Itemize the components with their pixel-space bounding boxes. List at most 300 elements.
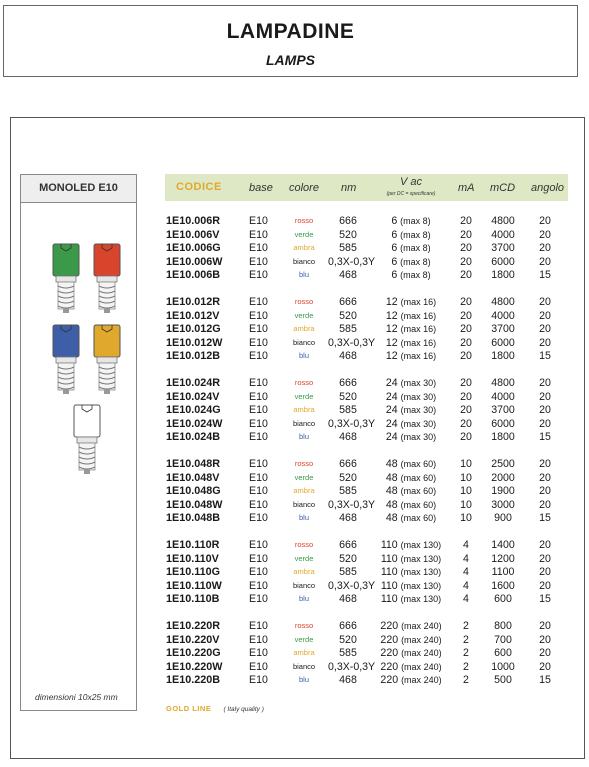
cell-voltage-value: 48 — [385, 498, 398, 511]
cell-angle: 20 — [539, 417, 551, 430]
cell-mcd: 1100 — [491, 566, 515, 578]
cell-ma: 4 — [463, 539, 469, 551]
cell-voltage-max: (max 60) — [400, 513, 437, 523]
cell-ma: 20 — [460, 228, 472, 241]
cell-ma: 20 — [460, 377, 472, 389]
header-vac-note: (per DC = specificare) — [386, 191, 436, 197]
cell-voltage — [375, 268, 447, 282]
cell-voltage-value: 6 — [391, 255, 398, 268]
cell-base: E10 — [249, 242, 268, 254]
cell-nm: 585 — [339, 566, 357, 578]
cell-base: E10 — [249, 458, 268, 470]
cell-ma: 10 — [460, 485, 472, 497]
cell-base: E10 — [249, 579, 268, 592]
cell-voltage — [375, 633, 447, 647]
cell-base: E10 — [249, 296, 268, 308]
cell-color: rosso — [294, 216, 314, 225]
cell-base: E10 — [249, 228, 268, 241]
cell-color: ambra — [293, 324, 315, 333]
cell-voltage — [375, 484, 447, 498]
cell-code: 1E10.110G — [166, 566, 221, 578]
cell-code: 1E10.048G — [166, 485, 221, 497]
cell-mcd: 600 — [494, 647, 512, 659]
cell-nm: 468 — [339, 350, 357, 362]
cell-voltage-max: (max 30) — [400, 432, 437, 442]
cell-voltage — [375, 322, 447, 336]
cell-voltage — [375, 241, 447, 255]
cell-nm: 520 — [339, 390, 357, 403]
cell-color: ambra — [293, 648, 315, 657]
cell-ma: 2 — [463, 647, 469, 659]
cell-code: 1E10.024V — [166, 390, 220, 403]
cell-color: blu — [298, 432, 309, 441]
cell-voltage-value: 24 — [385, 377, 398, 389]
cell-voltage-value: 110 — [380, 539, 398, 551]
table-row — [0, 390, 589, 404]
header-vac — [375, 177, 447, 199]
cell-base: E10 — [249, 215, 268, 227]
cell-voltage-max: (max 130) — [400, 567, 442, 577]
cell-nm: 666 — [339, 215, 357, 227]
cell-code: 1E10.024W — [166, 417, 223, 430]
cell-mcd: 3700 — [491, 404, 515, 416]
header-codice: CODICE — [176, 181, 222, 193]
cell-voltage-max: (max 16) — [400, 337, 437, 348]
cell-ma: 20 — [460, 404, 472, 416]
cell-voltage-value: 12 — [385, 336, 398, 349]
table-row — [0, 376, 589, 390]
cell-color: blu — [298, 594, 309, 603]
cell-color: rosso — [294, 540, 314, 549]
cell-mcd: 500 — [494, 674, 512, 686]
cell-color: blu — [298, 270, 309, 279]
cell-mcd: 3000 — [491, 498, 515, 511]
cell-voltage-max: (max 30) — [400, 391, 437, 402]
table-row — [0, 619, 589, 633]
cell-voltage-max: (max 240) — [401, 648, 442, 658]
table-row — [0, 552, 589, 566]
cell-voltage — [375, 498, 447, 512]
cell-voltage-value: 48 — [385, 512, 398, 524]
cell-nm: 468 — [339, 431, 357, 443]
cell-color: bianco — [292, 418, 316, 428]
cell-code: 1E10.048B — [166, 512, 221, 524]
cell-voltage-value: 12 — [385, 296, 398, 308]
cell-nm: 666 — [339, 458, 357, 470]
cell-code: 1E10.012B — [166, 350, 221, 362]
cell-color: rosso — [294, 621, 314, 630]
cell-nm: 666 — [339, 620, 357, 632]
cell-voltage-value: 48 — [385, 458, 398, 470]
cell-angle: 20 — [539, 552, 551, 565]
cell-mcd: 1800 — [491, 350, 515, 362]
cell-ma: 4 — [463, 579, 469, 592]
cell-base: E10 — [249, 620, 268, 632]
table-row — [0, 633, 589, 647]
cell-color: verde — [294, 391, 314, 401]
cell-base: E10 — [249, 593, 268, 605]
cell-ma: 20 — [460, 350, 472, 362]
cell-ma: 10 — [460, 498, 472, 511]
cell-nm: 468 — [339, 269, 357, 281]
cell-ma: 20 — [460, 417, 472, 430]
cell-base: E10 — [249, 566, 268, 578]
cell-voltage — [375, 309, 447, 323]
cell-ma: 20 — [460, 309, 472, 322]
cell-mcd: 900 — [494, 512, 512, 524]
cell-color: verde — [294, 229, 314, 239]
table-row — [0, 309, 589, 323]
cell-angle: 20 — [539, 215, 551, 227]
cell-voltage-value: 220 — [380, 674, 399, 686]
cell-base: E10 — [249, 485, 268, 497]
cell-voltage-max: (max 60) — [400, 499, 437, 510]
gold-line-label: GOLD LINE — [166, 704, 212, 713]
cell-voltage — [375, 403, 447, 417]
table-row — [0, 241, 589, 255]
cell-mcd: 3700 — [491, 323, 515, 335]
table-row — [0, 511, 589, 525]
table-row — [0, 538, 589, 552]
cell-voltage-value: 220 — [380, 647, 399, 659]
cell-code: 1E10.220R — [166, 620, 221, 632]
cell-ma: 2 — [463, 633, 469, 646]
cell-voltage — [375, 295, 447, 309]
cell-voltage — [375, 538, 447, 552]
table-row — [0, 484, 589, 498]
cell-voltage-max: (max 8) — [400, 229, 431, 240]
cell-code: 1E10.006G — [166, 242, 221, 254]
table-row — [0, 214, 589, 228]
table-row — [0, 673, 589, 687]
table-row — [0, 646, 589, 660]
cell-voltage-value: 110 — [380, 566, 398, 578]
cell-voltage-value: 48 — [385, 471, 398, 484]
cell-color: bianco — [292, 499, 316, 509]
cell-voltage-value: 220 — [380, 660, 399, 673]
cell-angle: 15 — [539, 674, 551, 686]
cell-base: E10 — [249, 336, 268, 349]
cell-ma: 4 — [463, 593, 469, 605]
cell-voltage-max: (max 8) — [400, 270, 431, 280]
cell-voltage-max: (max 8) — [400, 256, 431, 267]
cell-voltage-max: (max 240) — [401, 634, 442, 645]
cell-voltage — [375, 552, 447, 566]
cell-base: E10 — [249, 633, 268, 646]
cell-code: 1E10.048V — [166, 471, 220, 484]
dimensions-note: dimensioni 10x25 mm — [35, 692, 118, 702]
cell-angle: 20 — [539, 336, 551, 349]
cell-voltage-value: 48 — [385, 485, 398, 497]
cell-mcd: 4000 — [491, 390, 515, 403]
cell-base: E10 — [249, 647, 268, 659]
cell-nm: 468 — [339, 593, 357, 605]
cell-ma: 20 — [460, 296, 472, 308]
cell-mcd: 1200 — [491, 552, 515, 565]
cell-base: E10 — [249, 660, 268, 673]
cell-color: rosso — [294, 378, 314, 387]
cell-base: E10 — [249, 377, 268, 389]
cell-voltage-max: (max 130) — [400, 580, 442, 591]
cell-color: blu — [298, 513, 309, 522]
cell-nm: 0,3X-0,3Y — [328, 255, 376, 268]
cell-voltage-max: (max 16) — [400, 297, 437, 307]
cell-color: verde — [294, 472, 314, 482]
cell-base: E10 — [249, 431, 268, 443]
cell-voltage-value: 12 — [385, 350, 398, 362]
cell-angle: 20 — [539, 404, 551, 416]
cell-nm: 585 — [339, 323, 357, 335]
cell-voltage-max: (max 16) — [400, 351, 437, 361]
cell-angle: 20 — [539, 296, 551, 308]
cell-nm: 666 — [339, 377, 357, 389]
cell-base: E10 — [249, 498, 268, 511]
cell-mcd: 1900 — [491, 485, 515, 497]
cell-angle: 20 — [539, 309, 551, 322]
cell-code: 1E10.006R — [166, 215, 221, 227]
cell-angle: 20 — [539, 566, 551, 578]
cell-code: 1E10.048W — [166, 498, 223, 511]
cell-voltage-max: (max 60) — [400, 486, 437, 496]
cell-ma: 20 — [460, 336, 472, 349]
page-title: LAMPADINE — [226, 20, 355, 43]
cell-angle: 20 — [539, 242, 551, 254]
cell-ma: 20 — [460, 242, 472, 254]
cell-mcd: 4000 — [491, 228, 515, 241]
cell-voltage-max: (max 130) — [400, 553, 442, 564]
sidebar-heading: MONOLED E10 — [21, 175, 136, 203]
cell-nm: 520 — [339, 633, 357, 646]
cell-voltage-value: 220 — [380, 620, 399, 632]
cell-nm: 666 — [339, 539, 357, 551]
cell-voltage-max: (max 60) — [400, 472, 437, 483]
table-row — [0, 336, 589, 350]
cell-color: verde — [294, 634, 314, 644]
cell-voltage — [375, 673, 447, 687]
cell-angle: 20 — [539, 660, 551, 673]
cell-angle: 20 — [539, 471, 551, 484]
cell-color: ambra — [293, 567, 315, 576]
cell-ma: 2 — [463, 660, 469, 673]
cell-nm: 0,3X-0,3Y — [328, 579, 376, 592]
header-angolo: angolo — [531, 182, 565, 194]
cell-voltage-value: 24 — [385, 404, 398, 416]
cell-voltage-max: (max 8) — [400, 243, 431, 253]
cell-color: blu — [298, 351, 309, 360]
header-colore: colore — [289, 182, 319, 194]
table-row — [0, 403, 589, 417]
cell-color: ambra — [293, 405, 315, 414]
cell-ma: 20 — [460, 269, 472, 281]
cell-code: 1E10.012R — [166, 296, 221, 308]
cell-base: E10 — [249, 350, 268, 362]
cell-base: E10 — [249, 417, 268, 430]
page-subtitle: LAMPS — [266, 52, 315, 68]
cell-code: 1E10.012G — [166, 323, 221, 335]
cell-ma: 10 — [460, 512, 472, 524]
cell-voltage-max: (max 30) — [400, 418, 437, 429]
cell-angle: 20 — [539, 458, 551, 470]
cell-angle: 20 — [539, 620, 551, 632]
cell-angle: 15 — [539, 431, 551, 443]
cell-voltage — [375, 565, 447, 579]
cell-ma: 20 — [460, 215, 472, 227]
cell-voltage — [375, 457, 447, 471]
cell-mcd: 800 — [494, 620, 512, 632]
table-row — [0, 457, 589, 471]
table-row — [0, 592, 589, 606]
cell-voltage-value: 6 — [391, 242, 398, 254]
cell-code: 1E10.006B — [166, 269, 221, 281]
cell-nm: 585 — [339, 485, 357, 497]
title-box — [3, 5, 578, 77]
cell-mcd: 2500 — [491, 458, 515, 470]
cell-code: 1E10.012V — [166, 309, 220, 322]
cell-voltage-value: 6 — [391, 269, 398, 281]
cell-base: E10 — [249, 552, 268, 565]
cell-ma: 2 — [463, 620, 469, 632]
cell-voltage — [375, 214, 447, 228]
cell-voltage — [375, 592, 447, 606]
table-row — [0, 430, 589, 444]
cell-voltage — [375, 376, 447, 390]
cell-angle: 20 — [539, 323, 551, 335]
cell-mcd: 6000 — [491, 336, 515, 349]
cell-ma: 10 — [460, 458, 472, 470]
cell-voltage-max: (max 30) — [400, 378, 437, 388]
cell-voltage-value: 220 — [380, 633, 399, 646]
cell-color: ambra — [293, 486, 315, 495]
cell-voltage-value: 24 — [385, 390, 398, 403]
cell-angle: 15 — [539, 512, 551, 524]
cell-base: E10 — [249, 323, 268, 335]
cell-voltage — [375, 349, 447, 363]
cell-mcd: 4800 — [491, 215, 515, 227]
cell-mcd: 1800 — [491, 431, 515, 443]
table-row — [0, 498, 589, 512]
cell-voltage-value: 12 — [385, 323, 398, 335]
cell-base: E10 — [249, 674, 268, 686]
cell-nm: 0,3X-0,3Y — [328, 336, 376, 349]
header-base: base — [249, 182, 273, 194]
cell-nm: 0,3X-0,3Y — [328, 498, 376, 511]
cell-angle: 20 — [539, 228, 551, 241]
table-row — [0, 255, 589, 269]
cell-nm: 585 — [339, 404, 357, 416]
cell-color: verde — [294, 553, 314, 563]
cell-voltage-value: 110 — [380, 579, 398, 592]
cell-voltage-value: 24 — [385, 417, 398, 430]
cell-base: E10 — [249, 390, 268, 403]
cell-voltage — [375, 471, 447, 485]
table-row — [0, 471, 589, 485]
cell-mcd: 4800 — [491, 296, 515, 308]
cell-nm: 468 — [339, 674, 357, 686]
cell-color: blu — [298, 675, 309, 684]
cell-voltage — [375, 417, 447, 431]
quality-note: ( Italy quality ) — [223, 706, 264, 713]
cell-voltage-value: 6 — [391, 215, 398, 227]
cell-angle: 15 — [539, 269, 551, 281]
cell-voltage — [375, 619, 447, 633]
cell-code: 1E10.220G — [166, 647, 221, 659]
cell-voltage — [375, 511, 447, 525]
cell-mcd: 1400 — [491, 539, 515, 551]
cell-mcd: 3700 — [491, 242, 515, 254]
cell-voltage-value: 12 — [385, 309, 398, 322]
table-row — [0, 565, 589, 579]
cell-mcd: 4000 — [491, 309, 515, 322]
cell-voltage — [375, 430, 447, 444]
cell-ma: 20 — [460, 323, 472, 335]
cell-angle: 20 — [539, 647, 551, 659]
cell-color: rosso — [294, 459, 314, 468]
table-row — [0, 268, 589, 282]
cell-code: 1E10.048R — [166, 458, 221, 470]
cell-angle: 20 — [539, 485, 551, 497]
table-row — [0, 295, 589, 309]
cell-base: E10 — [249, 539, 268, 551]
cell-nm: 520 — [339, 552, 357, 565]
cell-voltage-max: (max 16) — [400, 310, 437, 321]
cell-voltage-max: (max 16) — [400, 324, 437, 334]
cell-code: 1E10.024B — [166, 431, 221, 443]
cell-voltage-max: (max 130) — [400, 540, 442, 550]
table-row — [0, 322, 589, 336]
cell-code: 1E10.110R — [166, 539, 220, 551]
footer — [166, 704, 264, 713]
table-row — [0, 579, 589, 593]
cell-nm: 666 — [339, 296, 357, 308]
cell-code: 1E10.006V — [166, 228, 220, 241]
cell-color: bianco — [292, 580, 316, 590]
cell-voltage-value: 24 — [385, 431, 398, 443]
cell-mcd: 1800 — [491, 269, 515, 281]
cell-mcd: 2000 — [491, 471, 515, 484]
cell-angle: 20 — [539, 633, 551, 646]
cell-voltage-max: (max 240) — [401, 661, 442, 672]
cell-color: bianco — [292, 337, 316, 347]
cell-nm: 468 — [339, 512, 357, 524]
cell-angle: 15 — [539, 350, 551, 362]
cell-base: E10 — [249, 309, 268, 322]
table-row — [0, 228, 589, 242]
cell-nm: 520 — [339, 471, 357, 484]
cell-nm: 520 — [339, 309, 357, 322]
cell-ma: 4 — [463, 552, 469, 565]
header-vac-label: V ac — [399, 176, 422, 188]
cell-voltage-value: 110 — [380, 552, 398, 565]
cell-code: 1E10.024G — [166, 404, 221, 416]
cell-voltage — [375, 579, 447, 593]
cell-voltage-value: 6 — [391, 228, 398, 241]
cell-voltage — [375, 255, 447, 269]
cell-mcd: 1600 — [491, 579, 515, 592]
cell-angle: 20 — [539, 377, 551, 389]
cell-nm: 585 — [339, 242, 357, 254]
header-mcd: mCD — [490, 182, 516, 194]
cell-ma: 10 — [460, 471, 472, 484]
cell-color: bianco — [292, 661, 316, 671]
cell-ma: 20 — [460, 431, 472, 443]
cell-angle: 15 — [539, 593, 551, 605]
cell-voltage-max: (max 130) — [400, 594, 442, 604]
cell-mcd: 6000 — [491, 417, 515, 430]
cell-voltage-max: (max 30) — [400, 405, 437, 415]
cell-voltage-value: 110 — [380, 593, 398, 605]
cell-voltage — [375, 336, 447, 350]
header-nm: nm — [341, 182, 357, 194]
